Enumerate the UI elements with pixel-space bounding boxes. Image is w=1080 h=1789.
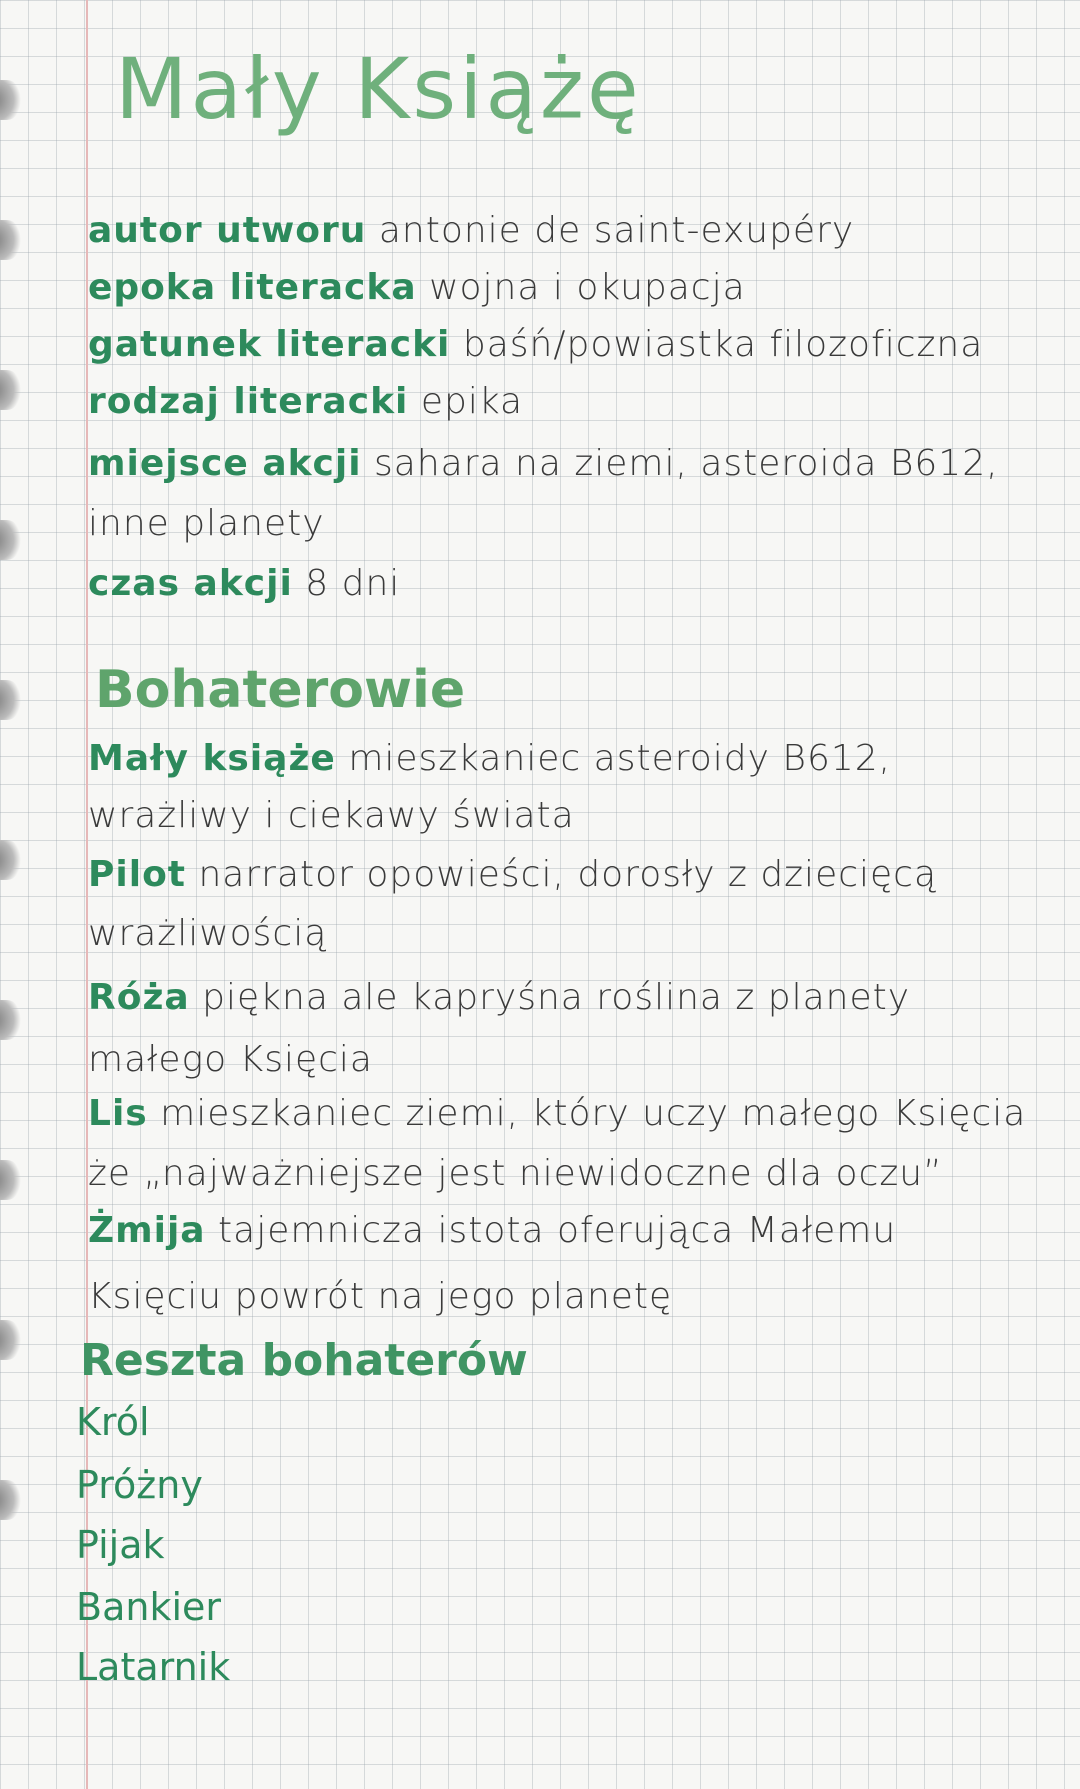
note-line	[88, 1093, 1026, 1134]
rest-heading: Reszta bohaterów	[80, 1335, 528, 1386]
note-label: czas akcji	[88, 563, 293, 604]
note-value: 8 dni	[305, 563, 401, 604]
note-label: rodzaj literacki	[88, 381, 409, 422]
note-line	[88, 977, 910, 1018]
note-line	[88, 913, 327, 954]
page-title: Mały Książę	[115, 40, 642, 138]
note-value: narrator opowieści, dorosły z dziecięcą	[198, 854, 938, 895]
note-value: antonie de saint-exupéry	[378, 210, 855, 251]
note-line	[88, 563, 400, 604]
binder-holes	[0, 0, 30, 1789]
hole	[0, 370, 22, 410]
note-line	[88, 1153, 943, 1194]
note-label: Pilot	[88, 854, 187, 895]
note-value: piękna ale kapryśna roślina z planety	[202, 977, 911, 1018]
note-line	[88, 381, 523, 422]
note-label: Lis	[88, 1093, 148, 1134]
note-line	[88, 267, 746, 308]
heroes-heading: Bohaterowie	[95, 660, 466, 720]
note-label: Róża	[88, 977, 190, 1018]
rest-hero-item: Bankier	[76, 1585, 222, 1629]
note-line	[88, 324, 983, 365]
note-value: wrażliwy i ciekawy świata	[88, 795, 575, 836]
note-value: baśń/powiastka filozoficzna	[462, 324, 984, 365]
hole	[0, 1160, 22, 1200]
note-value: mieszkaniec asteroidy B612,	[348, 738, 892, 779]
note-label: epoka literacka	[88, 267, 417, 308]
note-line	[88, 738, 891, 779]
note-label: miejsce akcji	[88, 443, 362, 484]
note-label: Żmija	[88, 1210, 206, 1251]
note-line	[88, 1210, 896, 1251]
note-value: sahara na ziemi, asteroida B612,	[374, 443, 999, 484]
note-line	[88, 210, 854, 251]
rest-hero-item: Pijak	[76, 1523, 165, 1567]
note-line	[88, 1276, 672, 1317]
note-line	[88, 795, 575, 836]
hole	[0, 220, 22, 260]
rest-hero-item: Król	[76, 1400, 150, 1444]
note-line	[88, 503, 325, 544]
note-value: wojna i okupacja	[429, 267, 746, 308]
note-value: że „najważniejsze jest niewidoczne dla oczu”	[88, 1153, 943, 1194]
hole	[0, 840, 22, 880]
note-value: Księciu powrót na jego planetę	[88, 1276, 673, 1317]
note-value: inne planety	[88, 503, 325, 544]
note-value: tajemnicza istota oferująca Małemu	[218, 1210, 897, 1251]
note-value: mieszkaniec ziemi, który uczy małego Księcia	[160, 1093, 1027, 1134]
note-value: wrażliwością	[88, 913, 328, 954]
rest-hero-item: Latarnik	[76, 1645, 231, 1689]
note-label: gatunek literacki	[88, 324, 451, 365]
hole	[0, 80, 22, 120]
rest-hero-item: Próżny	[76, 1463, 203, 1507]
hole	[0, 1000, 22, 1040]
hole	[0, 520, 22, 560]
hole	[0, 1320, 22, 1360]
note-label: Mały książe	[88, 738, 336, 779]
note-label: autor utworu	[88, 210, 367, 251]
hole	[0, 680, 22, 720]
note-line	[88, 1039, 373, 1080]
note-value: małego Księcia	[88, 1039, 373, 1080]
note-value: epika	[420, 381, 524, 422]
note-line	[88, 443, 999, 484]
note-line	[88, 854, 937, 895]
hole	[0, 1480, 22, 1520]
